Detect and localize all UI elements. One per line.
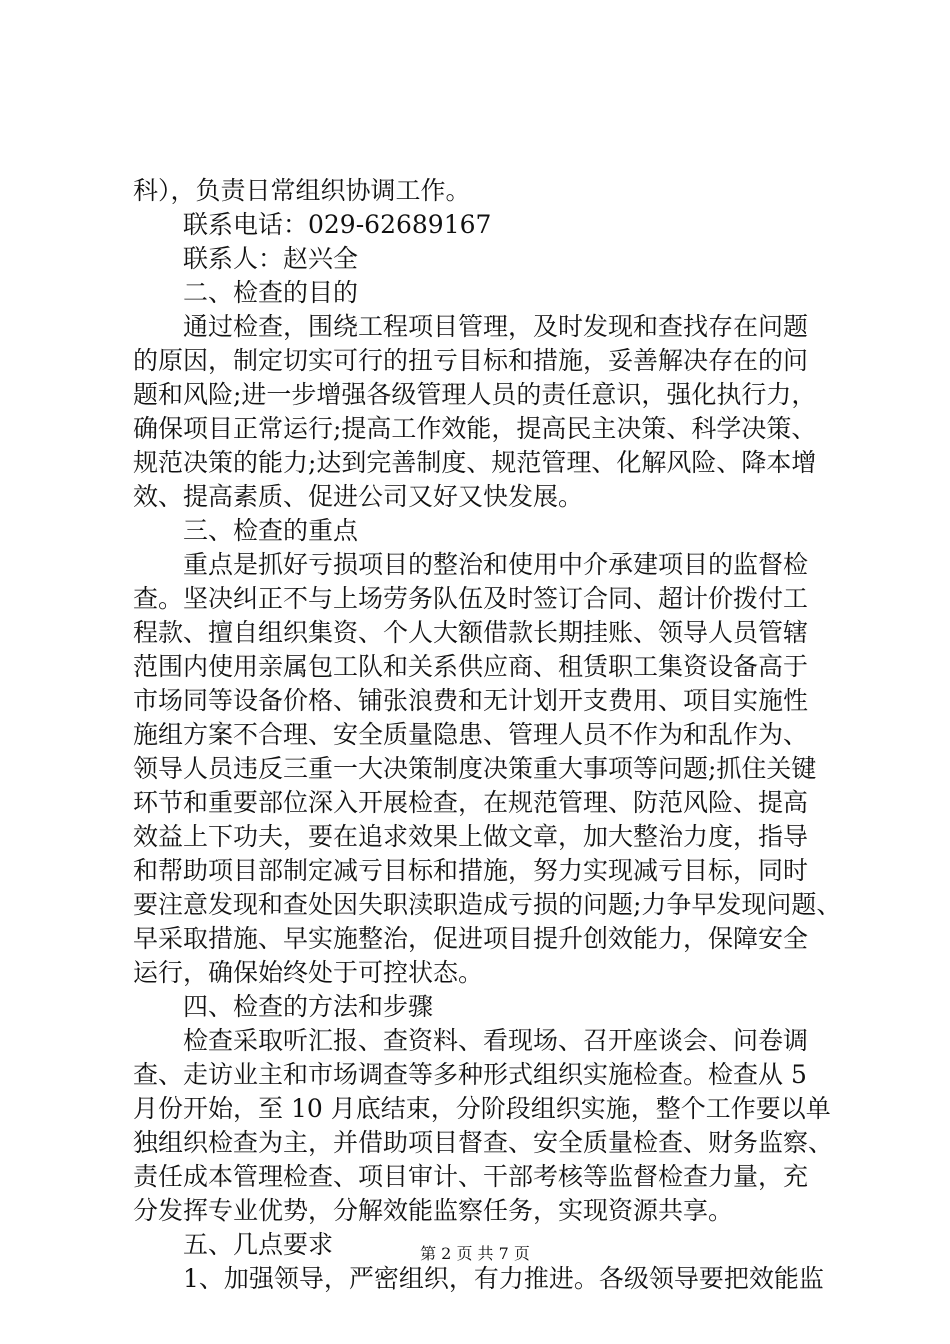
section-heading-purpose: 二、检查的目的 — [183, 278, 359, 307]
contact-phone: 联系电话：029-62689167 — [183, 210, 492, 239]
paragraph-purpose: 通过检查，围绕工程项目管理，及时发现和查找存在问题 的原因，制定切实可行的扭亏目标和措施，妥善解决存在的问 题和风险;进一步增强各级管理人员的责任意识，强化执行力， 确保项目正常运行;提高工作效能，提高民主决策、科学决策、 规范决策的能力;达到完善制度、规范管理、化解风险、降本增 效、提高素质、促进公司又好又快发展。 — [133, 312, 817, 511]
paragraph-requirement-1: 1、加强领导，严密组织，有力推进。各级领导要把效能监 — [183, 1264, 824, 1293]
paragraph-focus: 重点是抓好亏损项目的整治和使用中介承建项目的监督检 查。坚决纠正不与上场劳务队伍及时签订合同、超计价拨付工 程款、擅自组织集资、个人大额借款长期挂账、领导人员管辖 范围内使用亲属包工队和关系供应商、租赁职工集资设备高于 市场同等设备价格、铺张浪费和无计划开支费用、项目实施性 施组方案不合理、安全质量隐患、管理人员不作为和乱作为、 领导人员违反三重一大决策制度决策重大事项等问题;抓住关键 环节和重要部位深入开展检查，在规范管理、防范风险、提高 效益上下功夫，要在追求效果上做文章，加大整治力度，指导 和帮助项目部制定减亏目标和措施，努力实现减亏目标，同时 要注意发现和查处因失职渎职造成亏损的问题;力争早发现问题、 早采取措施、早实施整治，促进项目提升创效能力，保障安全 运行，确保始终处于可控状态。 — [133, 550, 842, 987]
paragraph-methods: 检查采取听汇报、查资料、看现场、召开座谈会、问卷调 查、走访业主和市场调查等多种形式组织实施检查。检查从 5 月份开始，至 10 月底结束，分阶段组织实施，整个工作要以单 独组织检查为主，并借助项目督查、安全质量检查、财务监察、 责任成本管理检查、项目审计、干部考核等监督检查力量，充 分发挥专业优势，分解效能监察任务，实现资源共享。 — [133, 1026, 834, 1225]
document-body — [133, 174, 845, 1296]
section-heading-methods: 四、检查的方法和步骤 — [183, 992, 434, 1021]
page-footer: 第 2 页 共 7 页 — [420, 1244, 530, 1263]
paragraph-continuation: 科），负责日常组织协调工作。 — [133, 176, 471, 205]
section-heading-focus: 三、检查的重点 — [183, 516, 359, 545]
section-heading-requirements: 五、几点要求 — [183, 1230, 334, 1259]
contact-person: 联系人：赵兴全 — [183, 244, 359, 273]
